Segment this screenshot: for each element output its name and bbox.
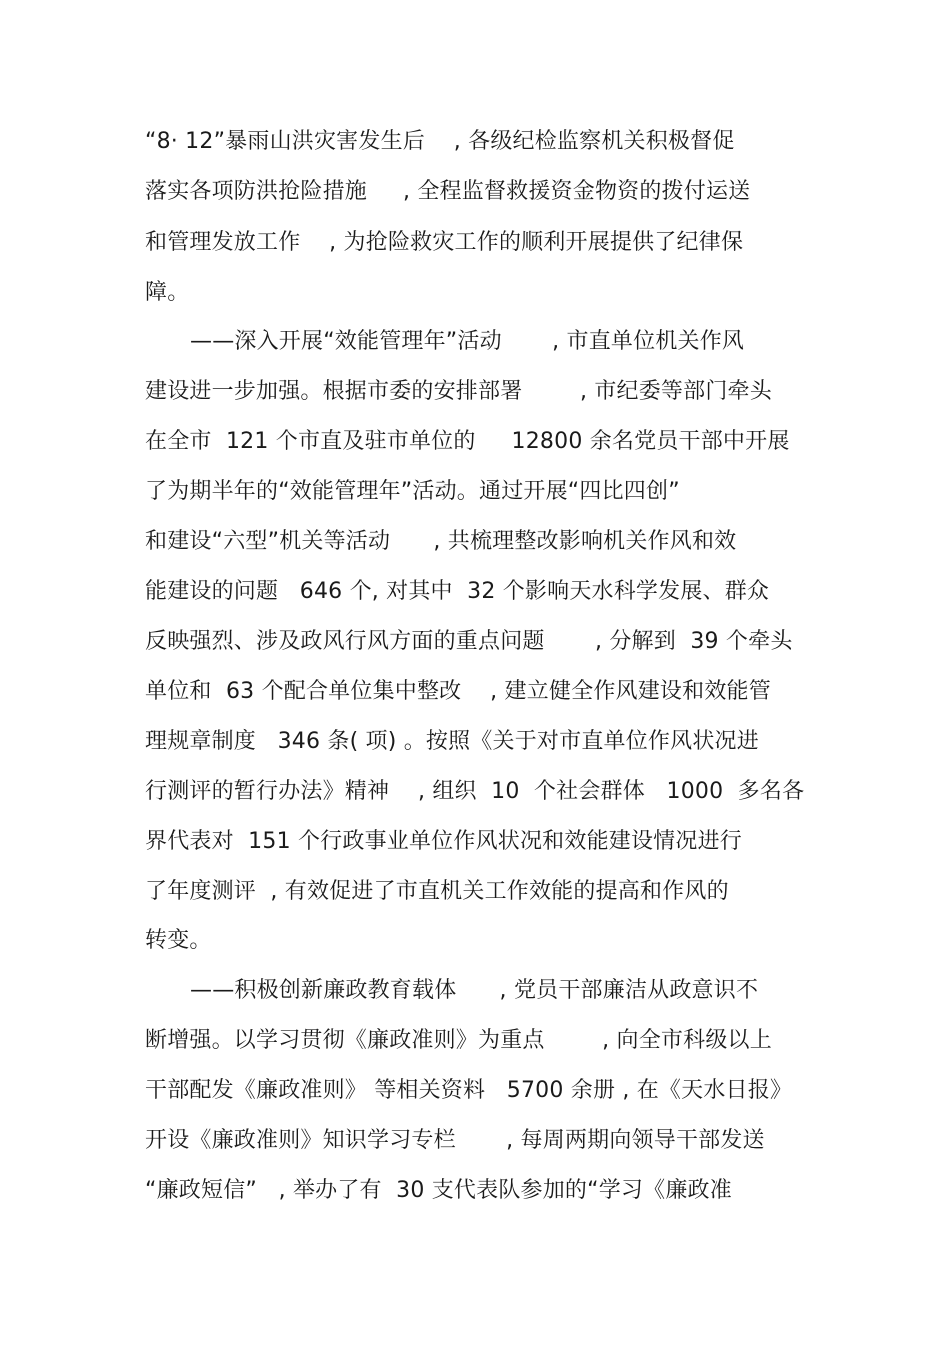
text-line: 行测评的暂行办法》精神 , 组织 10 个社会群体 1000 多名各 xyxy=(145,779,805,804)
text-line: “8· 12”暴雨山洪灾害发生后 , 各级纪检监察机关积极督促 xyxy=(145,129,735,154)
text-line: 干部配发《廉政准则》 等相关资料 5700 余册 , 在《天水日报》 xyxy=(145,1078,793,1103)
text-line: 建设进一步加强。根据市委的安排部署 , 市纪委等部门牵头 xyxy=(145,379,772,404)
text-line: 开设《廉政准则》知识学习专栏 , 每周两期向领导干部发送 xyxy=(145,1128,765,1153)
text-line: 反映强烈、涉及政风行风方面的重点问题 , 分解到 39 个牵头 xyxy=(145,629,793,654)
text-line: 和管理发放工作 , 为抢险救灾工作的顺利开展提供了纪律保 xyxy=(145,230,744,255)
text-line: 了年度测评 , 有效促进了市直机关工作效能的提高和作风的 xyxy=(145,879,729,904)
text-line: 断增强。以学习贯彻《廉政准则》为重点 , 向全市科级以上 xyxy=(145,1028,772,1053)
text-line: 和建设“六型”机关等活动 , 共梳理整改影响机关作风和效 xyxy=(145,529,737,554)
text-line: 障。 xyxy=(145,280,190,305)
text-line: 在全市 121 个市直及驻市单位的 12800 余名党员干部中开展 xyxy=(145,429,790,454)
text-line: 单位和 63 个配合单位集中整改 , 建立健全作风建设和效能管 xyxy=(145,679,771,704)
paragraph-start-line: ——积极创新廉政教育载体 , 党员干部廉洁从政意识不 xyxy=(190,978,759,1003)
text-line: 落实各项防洪抢险措施 , 全程监督救援资金物资的拨付运送 xyxy=(145,179,751,204)
paragraph-start-line: ——深入开展“效能管理年”活动 , 市直单位机关作风 xyxy=(190,329,745,354)
text-line: 能建设的问题 646 个, 对其中 32 个影响天水科学发展、群众 xyxy=(145,579,770,604)
text-line: 了为期半年的“效能管理年”活动。通过开展“四比四创” xyxy=(145,479,680,504)
text-line: 理规章制度 346 条( 项) 。按照《关于对市直单位作风状况进 xyxy=(145,729,759,754)
text-line: 转变。 xyxy=(145,928,212,953)
text-line: 界代表对 151 个行政事业单位作风状况和效能建设情况进行 xyxy=(145,829,742,854)
text-line: “廉政短信” , 举办了有 30 支代表队参加的“学习《廉政准 xyxy=(145,1178,732,1203)
